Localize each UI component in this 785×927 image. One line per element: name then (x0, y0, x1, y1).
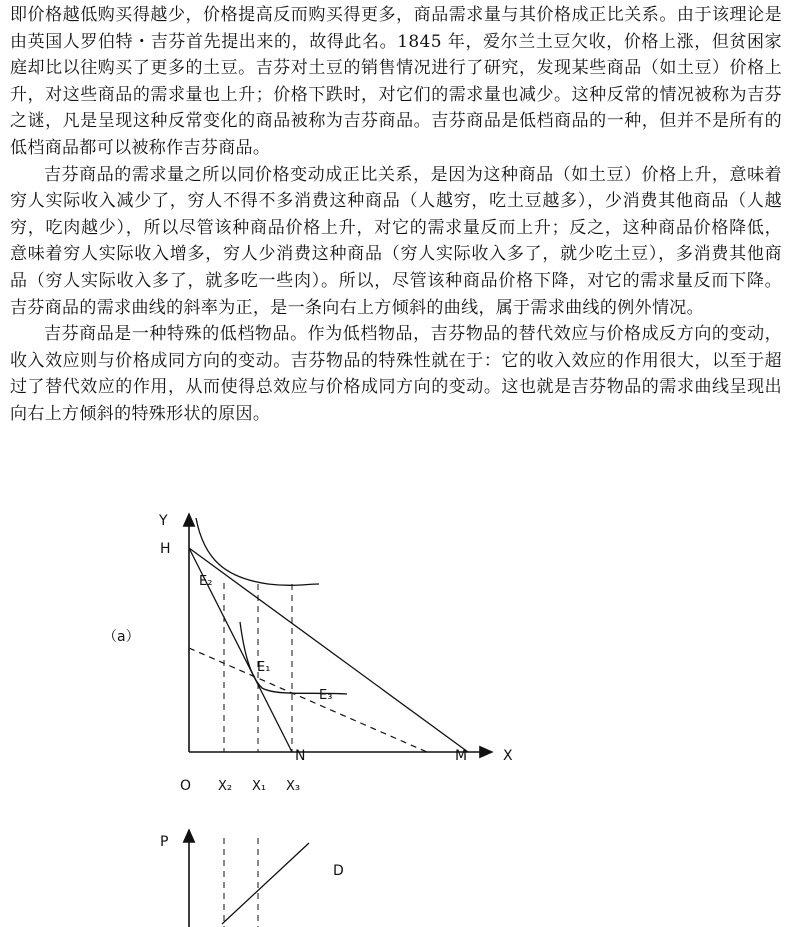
y-axis-label-b: P (160, 834, 169, 850)
label-e2: E₂ (199, 574, 213, 589)
y-axis-label-a: Y (159, 513, 168, 529)
label-e1: E₁ (257, 660, 271, 675)
indifference-curve-e2 (196, 518, 319, 585)
budget-line-hm (189, 548, 468, 752)
label-m: M (455, 748, 468, 764)
paragraph-giffen-definition: 即价格越低购买得越少，价格提高反而购买得更多，商品需求量与其价格成正比关系。由于该理论是由英国人罗伯特・吉芬首先提出来的，故得此名。1845 年，爱尔兰土豆欠收，价格上涨，但贫困家庭却比以往购买了更多的土豆。吉芬对土豆的销售情况进行了研究，发现某些商品（如土豆）价格上升，对这些商品的需求量也上升；价格下跌时，对它们的需求量也减少。这种反常的情况被称为吉芬之谜，凡是呈现这种反常变化的商品被称为吉芬商品。吉芬商品是低档商品的一种，但并不是所有的低档商品都可以被称作吉芬商品。 (10, 5, 782, 158)
paragraph-giffen-effects: 吉芬商品是一种特殊的低档物品。作为低档物品，吉芬物品的替代效应与价格成反方向的变动，收入效应则与价格成同方向的变动。吉芬物品的特殊性就在于：它的收入效应的作用很大，以至于超过了替代效应的作用，从而使得总效应与价格成同方向的变动。这也就是吉芬物品的需求曲线呈现出向右上方倾斜的特殊形状的原因。 (10, 324, 782, 424)
panel-label-a: （a） (103, 629, 140, 645)
label-n: N (295, 748, 306, 764)
demand-curve-d (222, 843, 309, 924)
label-x3: X₃ (286, 779, 301, 794)
paragraph-giffen-reason: 吉芬商品的需求量之所以同价格变动成正比关系，是因为这种商品（如土豆）价格上升，意味着穷人实际收入减少了，穷人不得不多消费这种商品（人越穷，吃土豆越多），少消费其他商品（人越穷，吃肉越少），所以尽管该种商品价格上升，对它的需求量反而上升；反之，这种商品价格降低，意味着穷人实际收入增多，穷人少消费这种商品（穷人实际收入多了，就少吃土豆），多消费其他商品（穷人实际收入多了，就多吃一些肉）。所以，尽管该种商品价格下降，对它的需求量反而下降。吉芬商品的需求曲线的斜率为正，是一条向右上方倾斜的曲线，属于需求曲线的例外情况。 (10, 164, 782, 318)
indifference-curve-e1 (240, 622, 347, 694)
label-x2: X₂ (218, 779, 233, 794)
compensated-budget-line (189, 648, 427, 752)
label-h: H (160, 541, 171, 557)
label-x1: X₁ (252, 779, 267, 794)
label-origin: O (180, 778, 192, 794)
x-axis-label-a: X (503, 748, 513, 764)
label-e3: E₃ (319, 688, 333, 703)
demand-curve-label: D (333, 863, 344, 879)
